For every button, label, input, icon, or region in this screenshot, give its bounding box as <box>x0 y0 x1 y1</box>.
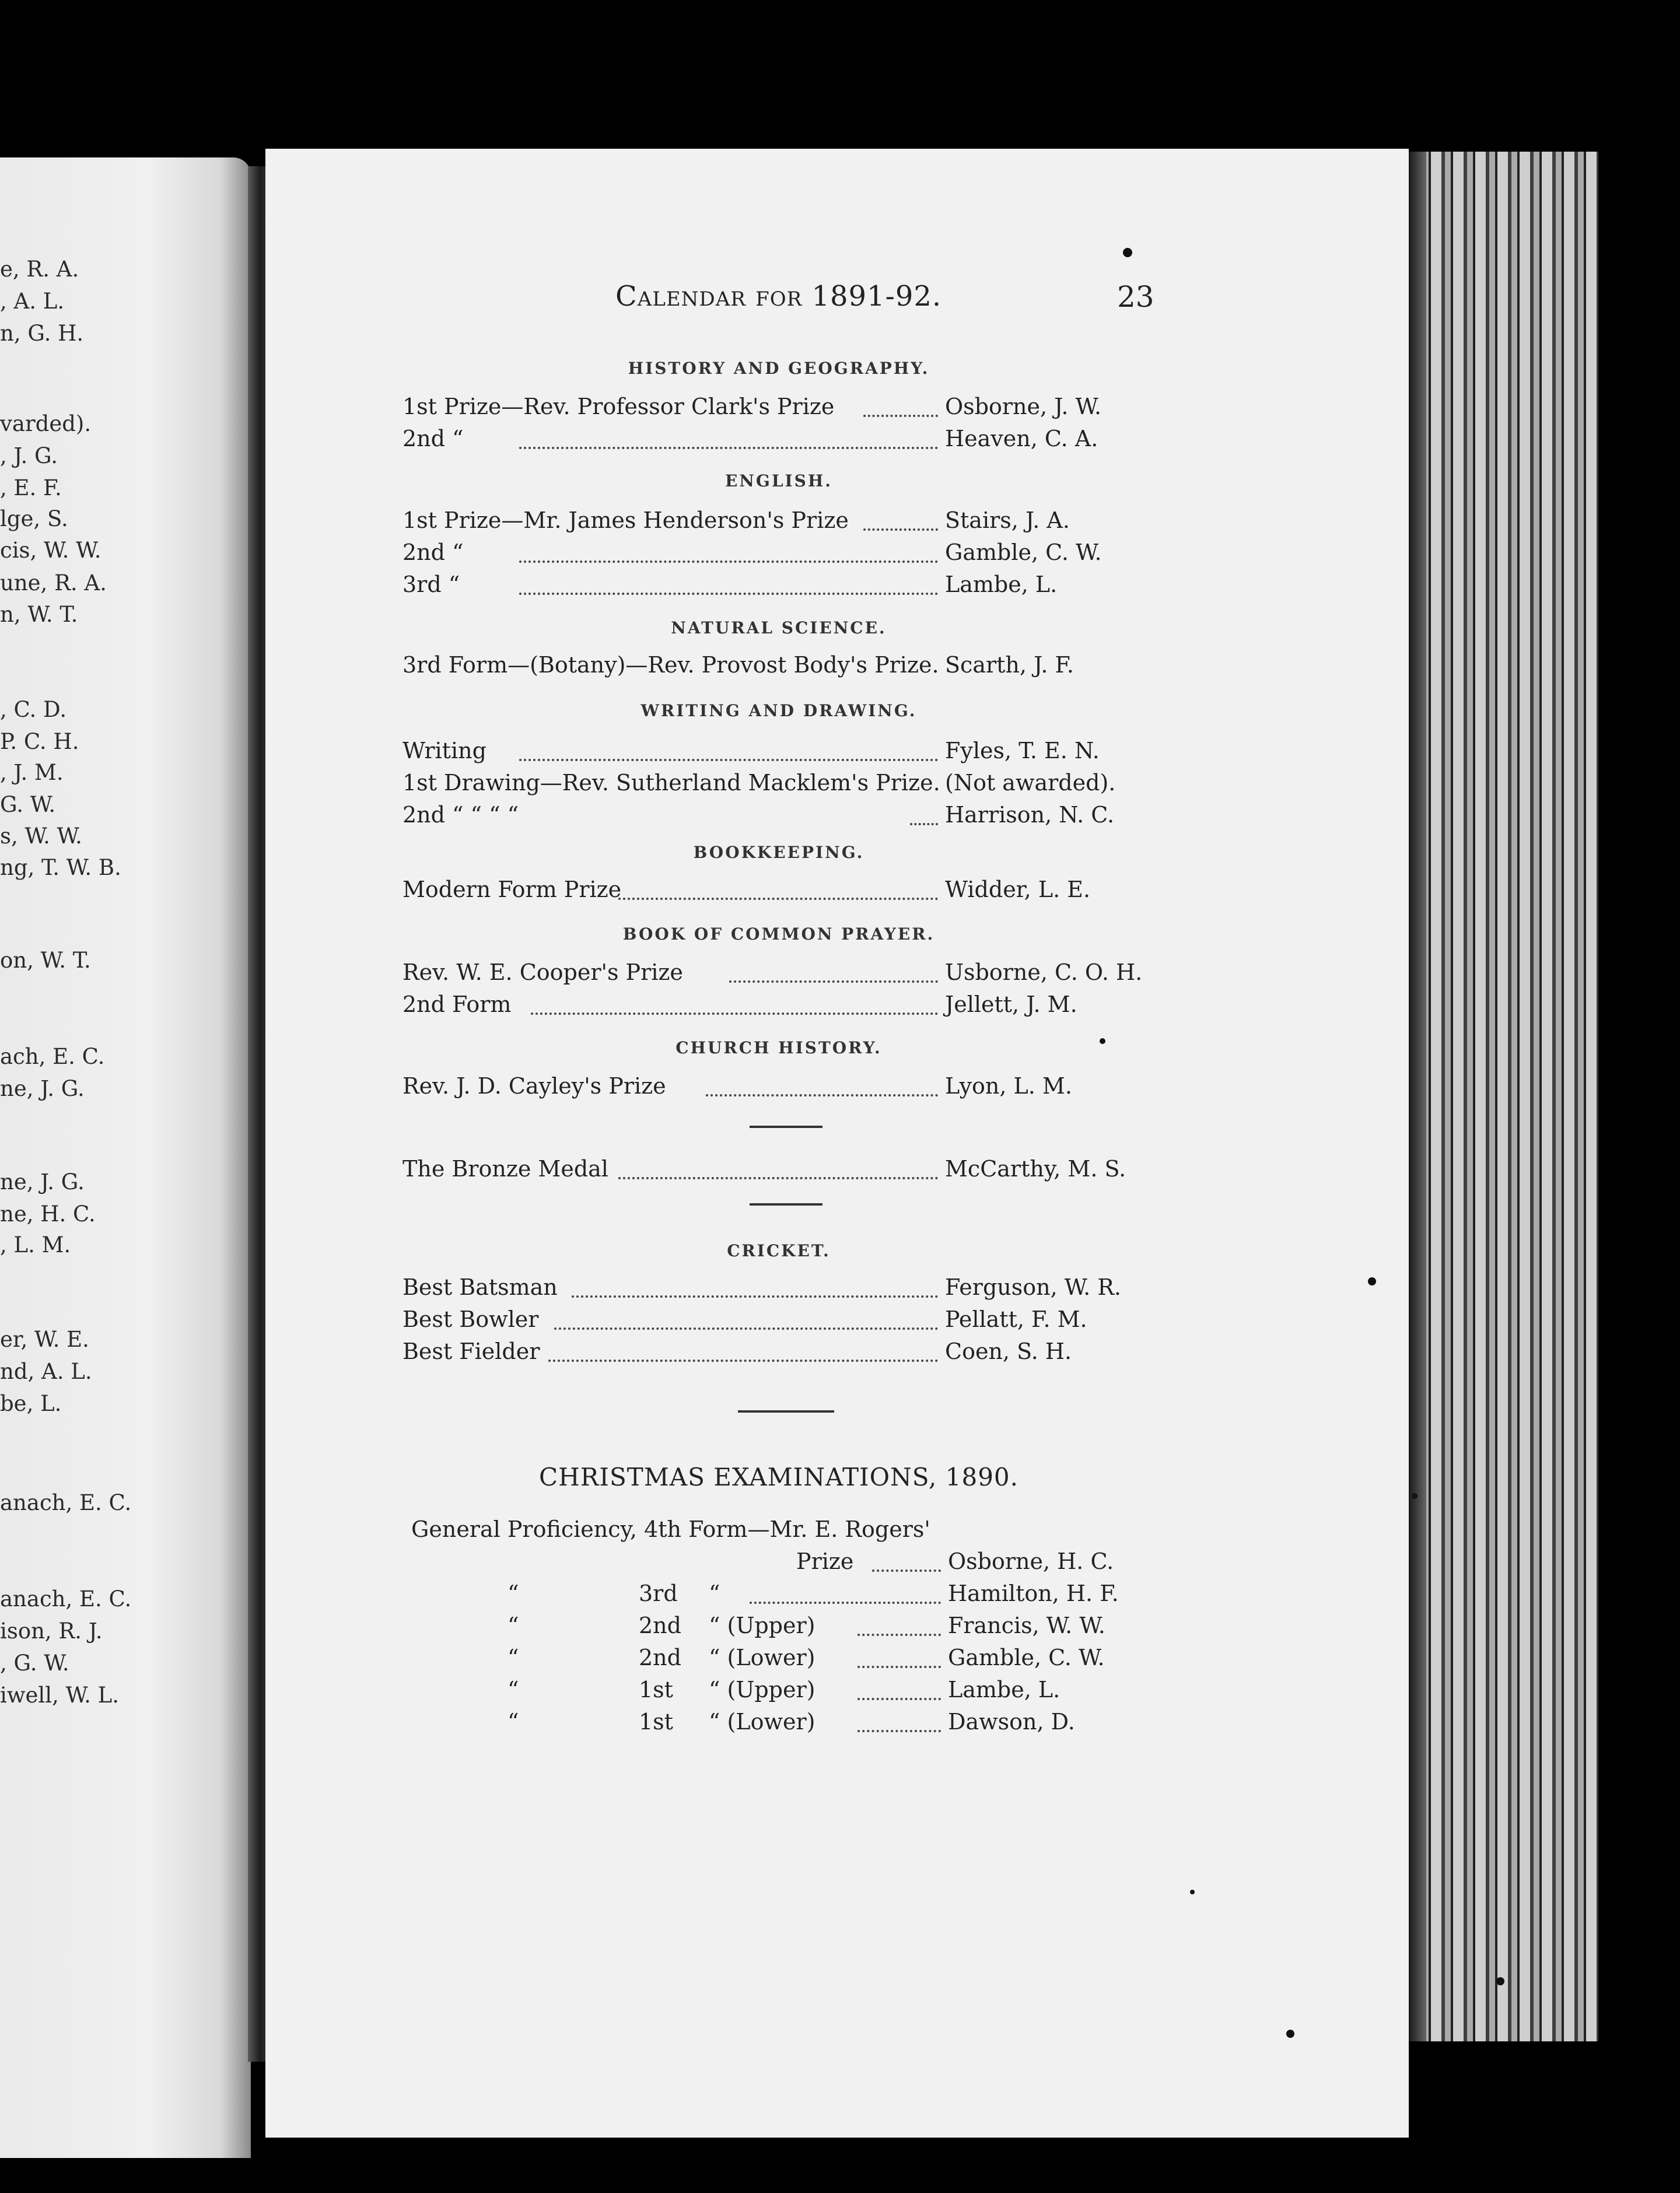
winner-name: Pellatt, F. M. <box>945 1306 1087 1332</box>
leader-dots <box>858 1634 941 1636</box>
leader-dots <box>750 1602 941 1604</box>
prize-label: 3rd Form—(Botany)—Rev. Provost Body's Prize. <box>402 652 939 678</box>
left-page-fragment: er, W. E. <box>0 1327 89 1352</box>
winner-name: Heaven, C. A. <box>945 426 1098 451</box>
exam-division: “ (Upper) <box>709 1613 816 1638</box>
left-page-fragment: , A. L. <box>0 289 65 314</box>
leader-dots <box>531 1013 938 1015</box>
prize-label: Rev. W. E. Cooper's Prize <box>402 959 683 985</box>
leader-dots <box>618 1177 938 1179</box>
prize-label: Best Batsman <box>402 1274 558 1300</box>
prize-label: The Bronze Medal <box>402 1156 608 1182</box>
section-rule <box>738 1410 834 1413</box>
leader-dots <box>548 1360 938 1362</box>
section-heading-natural-science: NATURAL SCIENCE. <box>671 618 887 637</box>
prize-row <box>402 507 1138 537</box>
exam-form: 3rd <box>639 1581 678 1606</box>
left-page-fragment: ne, H. C. <box>0 1201 96 1227</box>
left-page-fragment: lge, S. <box>0 506 68 531</box>
winner-name: Widder, L. E. <box>945 877 1091 902</box>
left-page-fragment: ne, J. G. <box>0 1076 85 1101</box>
winner-name: Gamble, C. W. <box>945 540 1102 565</box>
exam-intro: General Proficiency, 4th Form—Mr. E. Rogers' <box>411 1516 930 1542</box>
prize-row <box>402 652 1138 681</box>
ink-speck <box>1368 1277 1376 1285</box>
prize-label: 1st Drawing—Rev. Sutherland Macklem's Prize. <box>402 770 940 796</box>
exam-row <box>0 1613 1167 1642</box>
running-header <box>615 280 942 313</box>
winner-name: Fyles, T. E. N. <box>945 738 1100 763</box>
prize-label: 2nd Form <box>402 992 512 1017</box>
winner-name: Harrison, N. C. <box>945 802 1115 828</box>
left-page-fragment: , J. G. <box>0 443 58 468</box>
prize-label: 2nd “ “ “ “ <box>402 802 519 828</box>
winner-name: Dawson, D. <box>948 1709 1075 1735</box>
left-page-fragment: nd, A. L. <box>0 1359 92 1384</box>
prize-label: Best Fielder <box>402 1339 540 1364</box>
exam-form: 2nd <box>639 1613 681 1638</box>
exam-division: Prize <box>796 1549 854 1574</box>
prize-label: Modern Form Prize <box>402 877 622 902</box>
left-page-fragment: n, G. H. <box>0 321 84 346</box>
leader-dots <box>858 1730 941 1732</box>
prize-row <box>402 540 1138 569</box>
ink-speck <box>1123 248 1132 257</box>
winner-name: Jellett, J. M. <box>945 992 1077 1017</box>
exam-row <box>0 1677 1167 1706</box>
prize-row <box>402 394 1138 423</box>
page-number: 23 <box>1117 280 1154 314</box>
exam-row <box>0 1709 1167 1738</box>
leader-dots <box>618 898 938 900</box>
left-page-fragment: cis, W. W. <box>0 538 102 563</box>
leader-dots <box>706 1094 938 1096</box>
section-heading-bookkeeping: BOOKKEEPING. <box>693 843 864 862</box>
leader-dots <box>519 560 938 563</box>
section-rule <box>750 1203 822 1206</box>
left-page-fragment: , L. M. <box>0 1232 71 1257</box>
leader-dots <box>858 1698 941 1700</box>
exam-division: “ (Lower) <box>709 1709 816 1735</box>
winner-name: Coen, S. H. <box>945 1339 1072 1364</box>
winner-name: McCarthy, M. S. <box>945 1156 1126 1182</box>
left-page-fragment: , E. F. <box>0 475 62 500</box>
ink-speck <box>1412 1493 1418 1499</box>
prize-label: 1st Prize—Rev. Professor Clark's Prize <box>402 394 835 419</box>
prize-label: Rev. J. D. Cayley's Prize <box>402 1073 666 1099</box>
left-page-fragment: ng, T. W. B. <box>0 855 121 880</box>
exam-division: “ (Upper) <box>709 1677 816 1702</box>
prize-row <box>402 426 1138 455</box>
exam-division: “ (Lower) <box>709 1645 816 1670</box>
leader-dots <box>863 415 938 417</box>
prize-label: 3rd “ <box>402 572 460 597</box>
header-year: 1891-92. <box>811 280 942 313</box>
prize-row <box>402 738 1138 767</box>
left-page-fragment: anach, E. C. <box>0 1490 132 1515</box>
winner-name: Francis, W. W. <box>948 1613 1105 1638</box>
leader-dots <box>910 823 938 825</box>
prize-row <box>402 1339 1138 1368</box>
leader-dots <box>519 593 938 595</box>
previous-page <box>0 157 251 2158</box>
prize-row <box>402 770 1138 799</box>
winner-name: Usborne, C. O. H. <box>945 959 1143 985</box>
leader-dots <box>858 1666 941 1668</box>
left-page-fragment: ne, J. G. <box>0 1169 85 1194</box>
leader-dots <box>729 980 938 983</box>
winner-name: Lambe, L. <box>945 572 1058 597</box>
leader-dots <box>572 1295 938 1298</box>
exam-ditto: “ <box>508 1709 519 1735</box>
prize-row <box>402 1306 1138 1336</box>
left-page-fragment: e, R. A. <box>0 257 79 282</box>
left-page-fragment: anach, E. C. <box>0 1586 132 1612</box>
prize-label: 2nd “ <box>402 540 464 565</box>
winner-name: Lyon, L. M. <box>945 1073 1072 1099</box>
exam-row <box>0 1581 1167 1610</box>
exam-title: CHRISTMAS EXAMINATIONS, 1890. <box>539 1463 1019 1491</box>
prize-label: 1st Prize—Mr. James Henderson's Prize <box>402 507 849 533</box>
exam-ditto: “ <box>508 1581 519 1606</box>
ink-speck <box>1496 1977 1504 1985</box>
left-page-fragment: be, L. <box>0 1391 62 1416</box>
section-heading-church-history: CHURCH HISTORY. <box>676 1038 882 1057</box>
section-rule <box>750 1126 822 1128</box>
prize-row <box>402 1073 1138 1102</box>
leader-dots <box>519 759 938 761</box>
winner-name: Stairs, J. A. <box>945 507 1070 533</box>
left-page-fragment: , J. M. <box>0 760 64 785</box>
leader-dots <box>554 1327 938 1330</box>
exam-form: 2nd <box>639 1645 681 1670</box>
ink-speck <box>1190 1890 1195 1894</box>
left-page-fragment: ach, E. C. <box>0 1044 105 1069</box>
left-page-fragment: une, R. A. <box>0 570 107 595</box>
prize-row <box>402 992 1138 1021</box>
left-page-fragment: , G. W. <box>0 1651 69 1676</box>
winner-name: Osborne, H. C. <box>948 1549 1114 1574</box>
ink-speck <box>1100 1038 1105 1044</box>
leader-dots <box>872 1570 941 1572</box>
prize-row <box>402 877 1138 906</box>
exam-ditto: “ <box>508 1613 519 1638</box>
header-title: Calendar for <box>615 280 803 313</box>
winner-name: Gamble, C. W. <box>948 1645 1105 1670</box>
left-page-fragment: G. W. <box>0 792 56 817</box>
prize-row <box>402 1156 1138 1185</box>
left-page-fragment: n, W. T. <box>0 602 78 627</box>
section-heading-cricket: CRICKET. <box>727 1241 831 1260</box>
exam-ditto: “ <box>508 1677 519 1702</box>
page-edges <box>1409 152 1598 2041</box>
winner-name: Osborne, J. W. <box>945 394 1102 419</box>
left-page-fragment: P. C. H. <box>0 729 79 754</box>
left-page-fragment: on, W. T. <box>0 948 91 973</box>
exam-division: “ <box>709 1581 720 1606</box>
winner-name: Scarth, J. F. <box>945 652 1074 678</box>
winner-name: Hamilton, H. F. <box>948 1581 1119 1606</box>
winner-name: Ferguson, W. R. <box>945 1274 1122 1300</box>
section-heading-prayer: BOOK OF COMMON PRAYER. <box>622 924 935 944</box>
prize-label: 2nd “ <box>402 426 464 451</box>
left-page-fragment: ison, R. J. <box>0 1619 103 1644</box>
section-heading-history: HISTORY AND GEOGRAPHY. <box>628 359 930 378</box>
left-page-fragment: varded). <box>0 411 92 436</box>
left-page-fragment: s, W. W. <box>0 824 82 849</box>
section-heading-english: ENGLISH. <box>724 471 833 491</box>
ink-speck <box>1286 2030 1294 2038</box>
left-page-fragment: iwell, W. L. <box>0 1683 120 1708</box>
prize-row <box>402 1274 1138 1304</box>
prize-row <box>402 959 1143 989</box>
leader-dots <box>519 447 938 449</box>
left-page-fragment: , C. D. <box>0 697 67 722</box>
prize-label: Best Bowler <box>402 1306 539 1332</box>
exam-ditto: “ <box>508 1645 519 1670</box>
prize-row <box>402 572 1138 601</box>
section-heading-writing: WRITING AND DRAWING. <box>640 701 917 720</box>
winner-name: Lambe, L. <box>948 1677 1060 1702</box>
exam-row <box>0 1549 1167 1578</box>
leader-dots <box>863 528 938 531</box>
exam-form: 1st <box>639 1677 673 1702</box>
prize-row <box>402 802 1138 831</box>
exam-form: 1st <box>639 1709 673 1735</box>
exam-row <box>0 1645 1167 1674</box>
winner-name: (Not awarded). <box>945 770 1116 796</box>
prize-label: Writing <box>402 738 487 763</box>
